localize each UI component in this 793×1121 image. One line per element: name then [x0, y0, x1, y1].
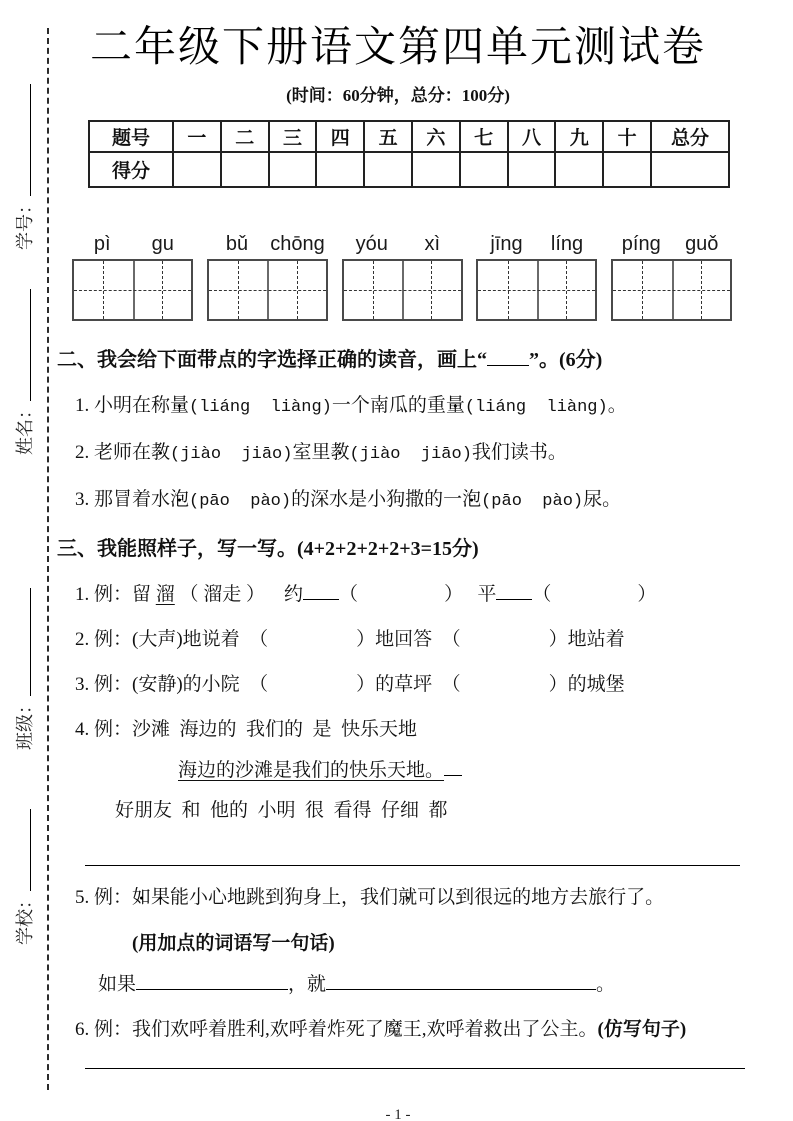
score-empty-cell	[651, 152, 729, 187]
paper-content	[57, 22, 739, 1121]
answer-blank	[487, 349, 529, 366]
score-empty-cell	[269, 152, 317, 187]
grid-guide-line	[373, 261, 374, 319]
text-segment	[268, 689, 356, 690]
score-empty-cell	[221, 152, 269, 187]
pinyin-syllable: líng	[550, 233, 584, 255]
margin-field-0	[12, 84, 38, 250]
pinyin-group	[611, 231, 732, 321]
text-segment: (pāo pào)	[481, 492, 584, 511]
text-segment: 教 ●	[151, 442, 170, 463]
pinyin-syllable: gu	[151, 233, 174, 255]
text-segment: 能小心地跳到狗身上，我们	[170, 887, 399, 908]
pinyin-syllable: xì	[424, 233, 441, 255]
text-segment: 教 ●	[330, 442, 349, 463]
text-segment: (pāo pào)	[189, 492, 292, 511]
text-segment: ”。(6分)	[529, 349, 603, 371]
grid-guide-line	[344, 290, 461, 291]
grid-guide-line	[297, 261, 298, 319]
section-two-question-1	[75, 392, 739, 421]
text-segment: 1. 小明在称	[75, 395, 171, 416]
text-segment: 就 ●	[398, 887, 417, 908]
grid-guide-line	[642, 261, 643, 319]
binding-dashed-line	[47, 28, 49, 1090]
text-segment: 室里	[292, 442, 331, 463]
text-segment: 2. 老师在	[75, 442, 152, 463]
text-segment: 一个南瓜的重	[331, 395, 446, 416]
section-three-question-6	[75, 1016, 739, 1043]
section-three-question-2	[75, 626, 739, 653]
section-two-question-2	[75, 439, 739, 468]
answer-blank	[303, 583, 339, 600]
section-three-question-4	[75, 716, 739, 743]
answer-line	[85, 1068, 745, 1069]
section-three-question-3	[75, 671, 739, 698]
grid-guide-line	[209, 290, 326, 291]
character-writing-grid	[72, 259, 193, 321]
text-segment	[551, 599, 637, 600]
section-three-question-1	[75, 581, 739, 608]
score-empty-cell	[603, 152, 651, 187]
example-answer-sentence	[178, 757, 739, 784]
score-table-question-col: 九	[555, 121, 603, 152]
margin-field-blank	[17, 289, 31, 401]
score-table-question-col: 三	[269, 121, 317, 152]
text-segment: ）的草坪 （	[356, 674, 461, 695]
answer-line	[85, 865, 740, 866]
character-writing-grid	[476, 259, 597, 321]
score-table-question-col: 一	[173, 121, 221, 152]
score-empty-cell	[555, 152, 603, 187]
text-segment: 2. 例：(大声)地说着 （	[75, 629, 269, 650]
pinyin-labels	[476, 231, 597, 257]
text-segment: （ 溜走 ） 约	[174, 584, 304, 605]
text-segment: (liáng liàng)	[464, 398, 608, 417]
text-segment: （	[532, 584, 552, 605]
pinyin-syllable: yóu	[355, 233, 388, 255]
section-two-heading	[57, 347, 739, 374]
score-table	[88, 120, 730, 188]
pinyin-syllable: bǔ	[225, 233, 249, 255]
text-segment: 。	[607, 395, 627, 416]
pinyin-group	[342, 231, 463, 321]
margin-field-blank	[17, 809, 31, 891]
grid-guide-line	[74, 290, 191, 291]
text-segment: 的深水是小狗撒的一	[291, 489, 463, 510]
text-segment: 泡 ●	[462, 489, 481, 510]
pinyin-labels	[611, 231, 732, 257]
text-segment: （	[339, 584, 359, 605]
text-segment: 泡 ●	[170, 489, 189, 510]
text-segment: 果 ●	[151, 887, 170, 908]
text-segment: 三、我能照样子，写一写。(4+2+2+2+2+3=15分)	[57, 538, 479, 560]
score-row-label: 得分	[89, 152, 173, 187]
score-table-header-row	[89, 121, 729, 152]
word-bank-row	[115, 797, 739, 824]
text-segment: 可以到很远的地方去旅行了。	[417, 887, 665, 908]
text-segment	[461, 644, 549, 645]
pinyin-syllable: chōng	[270, 233, 325, 255]
character-writing-grid	[207, 259, 328, 321]
score-empty-cell	[460, 152, 508, 187]
score-table-corner-cell: 题号	[89, 121, 173, 152]
pinyin-labels	[72, 231, 193, 257]
margin-field-1	[12, 289, 38, 455]
text-segment: 4. 例：沙滩 海边的 我们的 是 快乐天地	[75, 719, 418, 740]
question-5-instruction	[132, 930, 739, 957]
section-two-question-3	[75, 486, 739, 515]
text-segment: ）地回答 （	[356, 629, 461, 650]
text-segment: 好朋友 和 他的 小明 很 看得 仔细 都	[115, 800, 448, 821]
score-table-question-col: 二	[221, 121, 269, 152]
text-segment: (用加点的词语写一句话)	[132, 933, 335, 954]
text-segment: 我们读书。	[471, 442, 567, 463]
text-segment: 6. 例：我们欢呼着胜利,欢呼着炸死了魔王,欢呼着救出了公主。	[75, 1019, 598, 1040]
score-table-question-col: 七	[460, 121, 508, 152]
character-writing-grid	[611, 259, 732, 321]
grid-guide-line	[103, 261, 104, 319]
pinyin-group	[72, 231, 193, 321]
score-table-score-row	[89, 152, 729, 187]
text-segment: 3. 例：(安静)的小院 （	[75, 674, 269, 695]
score-table-question-col: 四	[316, 121, 364, 152]
text-segment: ）地站着	[548, 629, 625, 650]
text-segment: 如 ●	[132, 887, 151, 908]
fill-in-blanks-row	[98, 971, 739, 998]
margin-field-blank	[17, 84, 31, 196]
grid-guide-line	[238, 261, 239, 319]
grid-guide-line	[162, 261, 163, 319]
text-segment: ） 平	[444, 584, 497, 605]
text-segment: 溜	[155, 584, 175, 605]
section-three-question-5	[75, 884, 739, 911]
pinyin-group	[207, 231, 328, 321]
text-segment: 量 ●	[446, 395, 465, 416]
text-segment: 5. 例：	[75, 887, 133, 908]
text-segment: 二、我会给下面带点的字选择正确的读音，画上“	[57, 349, 487, 371]
page-title: 二年级下册语文第四单元测试卷	[89, 25, 706, 71]
answer-blank	[444, 759, 462, 776]
margin-field-label: 班级：	[15, 696, 35, 750]
score-empty-cell	[508, 152, 556, 187]
grid-guide-line	[431, 261, 432, 319]
text-segment: (仿写句子)	[597, 1019, 687, 1040]
pinyin-syllable: jīng	[490, 233, 523, 255]
grid-guide-line	[478, 290, 595, 291]
text-segment	[461, 689, 549, 690]
pinyin-syllable: guǒ	[685, 233, 719, 255]
text-segment: 如果	[98, 974, 137, 995]
score-table-question-col: 十	[603, 121, 651, 152]
answer-blank	[326, 973, 596, 990]
score-table-question-col: 五	[364, 121, 412, 152]
margin-field-3	[12, 809, 38, 945]
score-empty-cell	[173, 152, 221, 187]
text-segment: 1. 例：留	[75, 584, 156, 605]
character-writing-grid	[342, 259, 463, 321]
grid-guide-line	[701, 261, 702, 319]
text-segment: 3. 那冒着水	[75, 489, 171, 510]
pinyin-labels	[207, 231, 328, 257]
section-three-heading	[57, 536, 739, 563]
grid-guide-line	[508, 261, 509, 319]
text-segment: ）	[637, 584, 657, 605]
margin-field-label: 学号：	[15, 196, 35, 250]
text-segment: (jiào jiāo)	[349, 445, 472, 464]
text-segment: 量 ●	[170, 395, 189, 416]
score-empty-cell	[364, 152, 412, 187]
margin-field-label: 学校：	[15, 891, 35, 945]
pinyin-labels	[342, 231, 463, 257]
pinyin-syllable: píng	[621, 233, 661, 255]
text-segment: 。	[596, 974, 616, 995]
score-table-question-col: 八	[508, 121, 556, 152]
score-table-question-col: 六	[412, 121, 460, 152]
pinyin-writing-section	[72, 231, 732, 321]
text-segment: 尿。	[583, 489, 622, 510]
page-number: - 1 -	[385, 1107, 411, 1121]
text-segment	[268, 644, 356, 645]
margin-field-2	[12, 588, 38, 750]
text-segment: (liáng liàng)	[189, 398, 332, 417]
margin-field-blank	[17, 588, 31, 696]
score-empty-cell	[412, 152, 460, 187]
text-segment: (jiào jiāo)	[170, 445, 293, 464]
margin-field-label: 姓名：	[15, 401, 35, 455]
pinyin-group	[476, 231, 597, 321]
answer-blank	[136, 973, 288, 990]
text-segment: ）的城堡	[548, 674, 625, 695]
text-segment: ，就	[288, 974, 327, 995]
score-table-question-col: 总分	[651, 121, 729, 152]
text-segment	[358, 599, 444, 600]
answer-blank	[496, 583, 532, 600]
exam-time-score-info: (时间：60分钟，总分：100分)	[286, 86, 510, 105]
grid-guide-line	[613, 290, 730, 291]
score-empty-cell	[316, 152, 364, 187]
grid-guide-line	[566, 261, 567, 319]
text-segment: 海边的沙滩是我们的快乐天地。	[178, 760, 445, 781]
pinyin-syllable: pì	[93, 233, 111, 255]
